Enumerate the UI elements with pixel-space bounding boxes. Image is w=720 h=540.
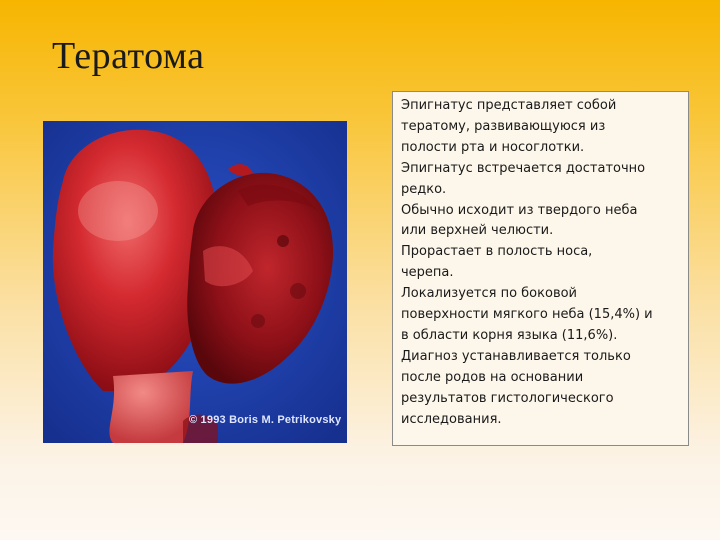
text-line: редко. (401, 181, 447, 197)
text-line: полости рта и носоглотки. (401, 139, 585, 155)
text-line: Эпигнатус представляет собой (401, 98, 617, 113)
text-line: черепа. (401, 265, 454, 281)
text-line: Прорастает в полость носа, (401, 244, 593, 260)
text-line: или верхней челюсти. (401, 223, 554, 239)
photo-copyright: © 1993 Boris M. Petrikovsky (189, 414, 342, 426)
teratoma-illustration (43, 121, 347, 443)
text-line: поверхности мягкого неба (15,4%) и (401, 307, 653, 323)
text-line: в области корня языка (11,6%). (401, 327, 618, 343)
text-line: после родов на основании (401, 369, 584, 385)
description-text-box (392, 91, 689, 446)
slide-title: Тератома (52, 35, 205, 77)
text-line: Локализуется по боковой (401, 286, 578, 302)
teratoma-photo (43, 121, 347, 443)
text-line: Эпигнатус встречается достаточно (401, 160, 646, 176)
text-line: результатов гистологического (401, 390, 614, 406)
text-line: Диагноз устанавливается только (401, 348, 631, 364)
text-line: тератому, развивающуюся из (401, 118, 606, 134)
text-line: Обычно исходит из твердого неба (401, 202, 638, 218)
text-line: исследования. (401, 411, 502, 427)
